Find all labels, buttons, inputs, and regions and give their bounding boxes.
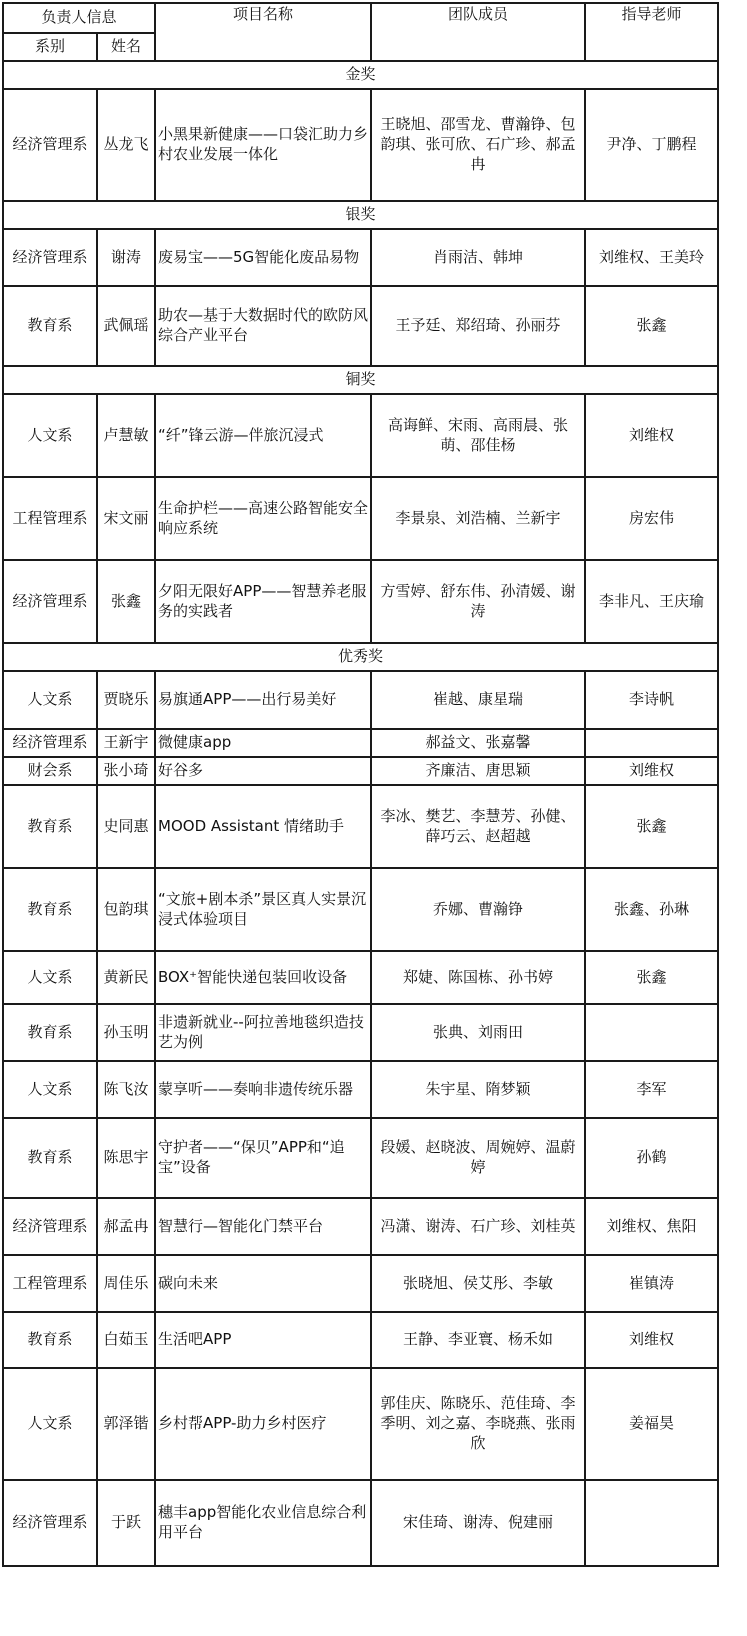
table-row [3, 286, 718, 366]
section-title-gold: 金奖 [3, 61, 718, 89]
project-cell: “纤”锋云游—伴旅沉浸式 [155, 394, 371, 477]
project-cell: 废易宝——5G智能化废品易物 [155, 229, 371, 286]
project-cell: 助农—基于大数据时代的欧防风综合产业平台 [155, 286, 371, 366]
department-cell: 教育系 [3, 1312, 97, 1368]
members-cell: 段媛、赵晓波、周婉婷、温蔚婷 [371, 1118, 585, 1198]
members-cell: 张典、刘雨田 [371, 1004, 585, 1061]
members-cell: 冯潇、谢涛、石广珍、刘桂英 [371, 1198, 585, 1255]
advisor-cell [585, 729, 718, 757]
department-cell: 人文系 [3, 951, 97, 1004]
project-cell: 易旗通APP——出行易美好 [155, 671, 371, 729]
department-cell: 经济管理系 [3, 560, 97, 643]
name-cell: 陈思宇 [97, 1118, 155, 1198]
advisor-cell: 刘维权 [585, 394, 718, 477]
advisor-cell: 尹净、丁鹏程 [585, 89, 718, 201]
table-row [3, 1368, 718, 1480]
table-row [3, 671, 718, 729]
name-cell: 包韵琪 [97, 868, 155, 951]
section-row-excellent [3, 643, 718, 671]
name-cell: 丛龙飞 [97, 89, 155, 201]
table-row [3, 229, 718, 286]
department-cell: 经济管理系 [3, 1198, 97, 1255]
table-row [3, 951, 718, 1004]
awards-table-body [3, 3, 718, 1566]
name-cell: 王新宇 [97, 729, 155, 757]
department-cell: 人文系 [3, 671, 97, 729]
section-title-silver: 银奖 [3, 201, 718, 229]
table-row [3, 1004, 718, 1061]
members-cell: 肖雨洁、韩坤 [371, 229, 585, 286]
members-cell: 郭佳庆、陈晓乐、范佳琦、李季明、刘之嘉、李晓燕、张雨欣 [371, 1368, 585, 1480]
leader-info-header: 负责人信息 [3, 3, 155, 33]
department-cell: 工程管理系 [3, 1255, 97, 1312]
project-cell: 非遗新就业--阿拉善地毯织造技艺为例 [155, 1004, 371, 1061]
members-cell: 郝益文、张嘉馨 [371, 729, 585, 757]
name-cell: 张小琦 [97, 757, 155, 785]
advisor-cell: 刘维权、王美玲 [585, 229, 718, 286]
awards-table [2, 2, 719, 1567]
members-cell: 乔娜、曹瀚铮 [371, 868, 585, 951]
advisor-cell: 李军 [585, 1061, 718, 1118]
project-cell: 蒙享听——奏响非遗传统乐器 [155, 1061, 371, 1118]
advisor-cell: 刘维权、焦阳 [585, 1198, 718, 1255]
table-row [3, 1480, 718, 1566]
name-cell: 宋文丽 [97, 477, 155, 560]
project-cell: 穗丰app智能化农业信息综合利用平台 [155, 1480, 371, 1566]
project-cell: 夕阳无限好APP——智慧养老服务的实践者 [155, 560, 371, 643]
members-cell: 王晓旭、邵雪龙、曹瀚铮、包韵琪、张可欣、石广珍、郝孟冉 [371, 89, 585, 201]
table-row [3, 868, 718, 951]
department-cell: 人文系 [3, 1368, 97, 1480]
department-cell: 经济管理系 [3, 229, 97, 286]
name-cell: 张鑫 [97, 560, 155, 643]
name-cell: 孙玉明 [97, 1004, 155, 1061]
members-cell: 张晓旭、侯艾彤、李敏 [371, 1255, 585, 1312]
table-row [3, 1118, 718, 1198]
team-members-header: 团队成员 [371, 3, 585, 61]
advisor-cell: 刘维权 [585, 757, 718, 785]
project-cell: MOOD Assistant 情绪助手 [155, 785, 371, 868]
project-cell: 乡村帮APP-助力乡村医疗 [155, 1368, 371, 1480]
department-cell: 经济管理系 [3, 1480, 97, 1566]
name-cell: 陈飞汝 [97, 1061, 155, 1118]
advisor-cell [585, 1480, 718, 1566]
section-title-excellent: 优秀奖 [3, 643, 718, 671]
name-cell: 周佳乐 [97, 1255, 155, 1312]
project-cell: BOX⁺智能快递包装回收设备 [155, 951, 371, 1004]
table-row [3, 89, 718, 201]
department-cell: 教育系 [3, 785, 97, 868]
name-cell: 白茹玉 [97, 1312, 155, 1368]
name-cell: 黄新民 [97, 951, 155, 1004]
department-cell: 财会系 [3, 757, 97, 785]
department-cell: 教育系 [3, 868, 97, 951]
project-cell: 小黑果新健康——口袋汇助力乡村农业发展一体化 [155, 89, 371, 201]
department-cell: 经济管理系 [3, 729, 97, 757]
advisor-cell: 张鑫 [585, 286, 718, 366]
name-cell: 卢慧敏 [97, 394, 155, 477]
advisor-cell: 刘维权 [585, 1312, 718, 1368]
name-cell: 郝孟冉 [97, 1198, 155, 1255]
project-name-header: 项目名称 [155, 3, 371, 61]
department-cell: 教育系 [3, 1118, 97, 1198]
project-cell: 生命护栏——高速公路智能安全响应系统 [155, 477, 371, 560]
table-row [3, 394, 718, 477]
table-row [3, 477, 718, 560]
name-header: 姓名 [97, 33, 155, 61]
members-cell: 李冰、樊艺、李慧芳、孙健、薛巧云、赵超越 [371, 785, 585, 868]
project-cell: 好谷多 [155, 757, 371, 785]
members-cell: 高诲鲜、宋雨、高雨晨、张萌、邵佳杨 [371, 394, 585, 477]
table-row [3, 560, 718, 643]
members-cell: 王予廷、郑绍琦、孙丽芬 [371, 286, 585, 366]
section-title-bronze: 铜奖 [3, 366, 718, 394]
members-cell: 朱宇星、隋梦颖 [371, 1061, 585, 1118]
department-cell: 人文系 [3, 394, 97, 477]
project-cell: 微健康app [155, 729, 371, 757]
advisor-cell: 李诗帆 [585, 671, 718, 729]
project-cell: 智慧行—智能化门禁平台 [155, 1198, 371, 1255]
members-cell: 郑婕、陈国栋、孙书婷 [371, 951, 585, 1004]
members-cell: 李景泉、刘浩楠、兰新宇 [371, 477, 585, 560]
members-cell: 方雪婷、舒东伟、孙清媛、谢涛 [371, 560, 585, 643]
name-cell: 谢涛 [97, 229, 155, 286]
department-header: 系别 [3, 33, 97, 61]
department-cell: 经济管理系 [3, 89, 97, 201]
header-row [3, 3, 718, 33]
section-row-gold [3, 61, 718, 89]
name-cell: 史同惠 [97, 785, 155, 868]
table-row [3, 1061, 718, 1118]
advisor-cell: 孙鹤 [585, 1118, 718, 1198]
advisor-cell: 李非凡、王庆瑜 [585, 560, 718, 643]
members-cell: 王静、李亚寰、杨禾如 [371, 1312, 585, 1368]
advisor-cell: 张鑫 [585, 951, 718, 1004]
table-row [3, 1312, 718, 1368]
members-cell: 宋佳琦、谢涛、倪建丽 [371, 1480, 585, 1566]
advisor-cell: 崔镇涛 [585, 1255, 718, 1312]
name-cell: 贾晓乐 [97, 671, 155, 729]
advisor-header: 指导老师 [585, 3, 718, 61]
section-row-bronze [3, 366, 718, 394]
section-row-silver [3, 201, 718, 229]
project-cell: 守护者——“保贝”APP和“追宝”设备 [155, 1118, 371, 1198]
table-row [3, 729, 718, 757]
project-cell: 生活吧APP [155, 1312, 371, 1368]
advisor-cell: 姜福昊 [585, 1368, 718, 1480]
advisor-cell: 张鑫 [585, 785, 718, 868]
table-row [3, 1255, 718, 1312]
table-row [3, 1198, 718, 1255]
table-row [3, 757, 718, 785]
department-cell: 教育系 [3, 286, 97, 366]
department-cell: 工程管理系 [3, 477, 97, 560]
members-cell: 齐廉洁、唐思颖 [371, 757, 585, 785]
name-cell: 郭泽锴 [97, 1368, 155, 1480]
name-cell: 于跃 [97, 1480, 155, 1566]
advisor-cell: 张鑫、孙琳 [585, 868, 718, 951]
project-cell: “文旅+剧本杀”景区真人实景沉浸式体验项目 [155, 868, 371, 951]
project-cell: 碳向未来 [155, 1255, 371, 1312]
department-cell: 人文系 [3, 1061, 97, 1118]
table-row [3, 785, 718, 868]
advisor-cell: 房宏伟 [585, 477, 718, 560]
advisor-cell [585, 1004, 718, 1061]
department-cell: 教育系 [3, 1004, 97, 1061]
name-cell: 武佩瑶 [97, 286, 155, 366]
members-cell: 崔越、康星瑞 [371, 671, 585, 729]
